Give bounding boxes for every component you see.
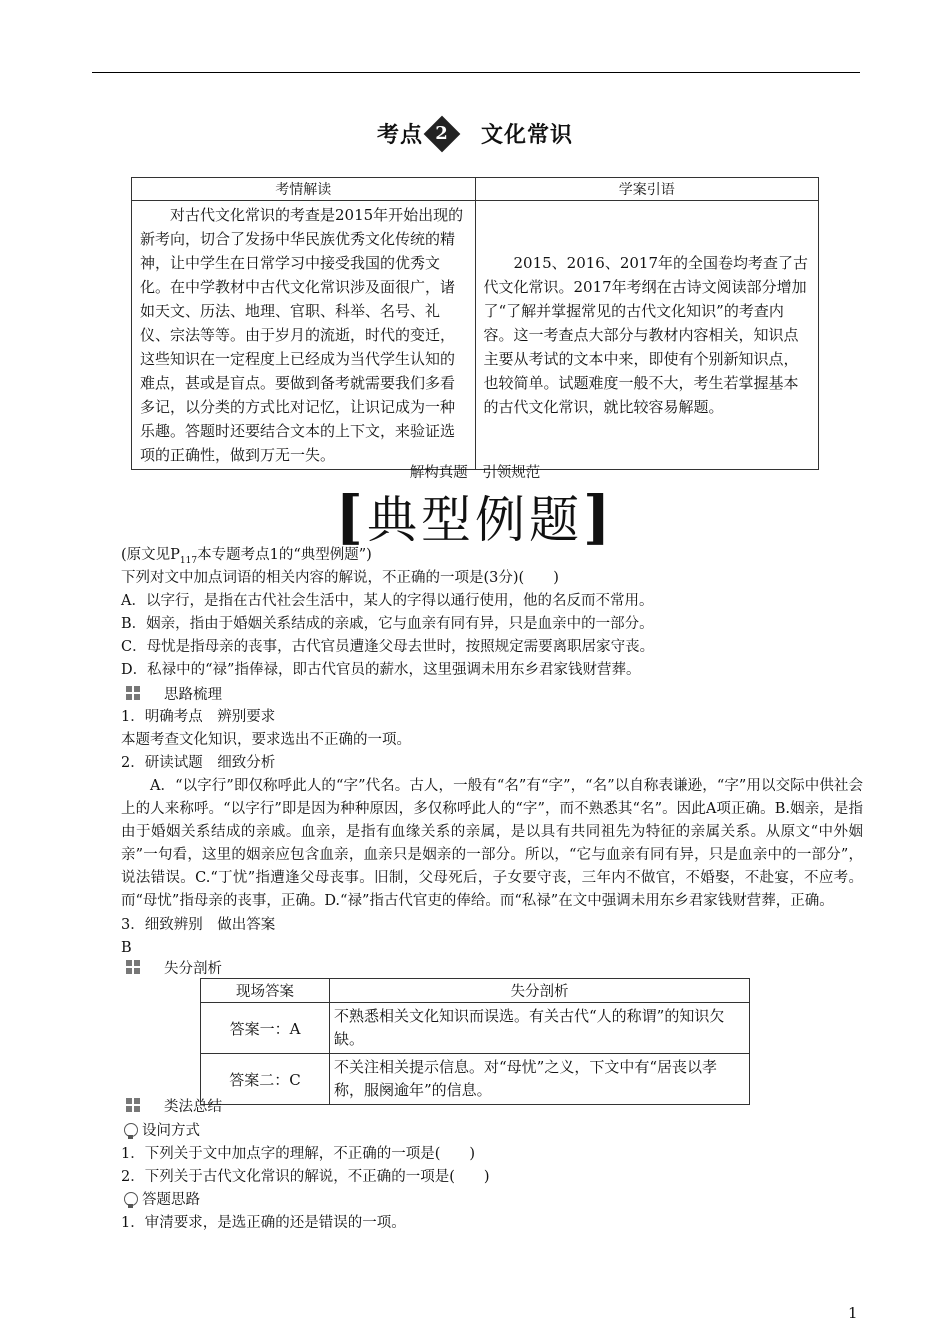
intro-table [131,177,819,470]
grid-icon [126,686,140,700]
table-row [201,1003,750,1054]
section-subtitle: 解构真题 引领规范 [409,465,541,481]
option-b: B．姻亲，指由于婚姻关系结成的亲戚，它与血亲有同有异，只是血亲中的一部分。 [121,616,654,632]
section-banner [0,480,950,552]
table-row [201,1054,750,1105]
number-badge-icon [424,116,461,153]
right-bracket-icon: ] [583,483,615,551]
loss-col2-header: 失分剖析 [330,979,750,1003]
page-number: 1 [848,1304,858,1322]
summary-q2: 2．下列关于古代文化常识的解说，不正确的一项是( ) [121,1169,490,1185]
analysis-heading: 思路梳理 [126,684,222,707]
loss-answer: 答案一：A [201,1003,330,1054]
intro-col1-header: 考情解读 [132,178,476,201]
step2-title: 2．研读试题 细致分析 [121,755,276,771]
intro-col2-text: 2015、2016、2017年的全国卷均考查了古代文化常识。2017年考纲在古诗文阅读部分增加了“了解并掌握常见的古代文化知识”的考查内容。这一考查点大部分与教材内容相关，知识点主要从考试的文本中来，即使有个别新知识点，也较简单。试题难度一般不大，考生若掌握基本的古代文化常识，就比较容易解题。 [483,254,809,416]
summary-sub1: 设问方式 [124,1120,200,1143]
banner-text: 典型例题 [367,491,583,549]
left-bracket-icon: [ [335,483,367,551]
option-c: C．母忧是指母亲的丧事，古代官员遭逢父母去世时，按照规定需要离职居家守丧。 [121,639,655,655]
loss-table [200,978,750,1105]
summary-r1: 1．审清要求，是选正确的还是错误的一项。 [121,1215,406,1231]
title-main: 文化常识 [481,122,574,148]
step3-title: 3．细致辨别 做出答案 [121,917,276,933]
lightbulb-icon [124,1192,138,1206]
loss-reason: 不熟悉相关文化知识而误选。有关古代“人的称谓”的知识欠缺。 [330,1003,750,1054]
loss-heading: 失分剖析 [126,958,222,981]
summary-sub2: 答题思路 [124,1189,200,1212]
title-prefix: 考点 [376,122,423,148]
step1-title: 1．明确考点 辨别要求 [121,709,276,725]
question-source: (原文见$P_{117}$本专题考点1的“典型例题”) [121,547,372,566]
summary-heading: 类法总结 [126,1096,222,1119]
grid-icon [126,960,140,974]
step1-text: 本题考查文化知识，要求选出不正确的一项。 [121,732,411,748]
top-rule [92,72,860,73]
section-title [0,118,950,151]
intro-col2-header: 学案引语 [475,178,819,201]
option-a: A．以字行，是指在古代社会生活中，某人的字得以通行使用，他的名反而不常用。 [121,593,654,609]
option-d: D．私禄中的“禄”指俸禄，即古代官员的薪水，这里强调未用东乡君家钱财营葬。 [121,662,641,678]
answer: B [121,940,132,956]
grid-icon [126,1098,140,1112]
question-stem: 下列对文中加点词语的相关内容的解说，不正确的一项是(3分)( ) [121,570,559,586]
loss-col1-header: 现场答案 [201,979,330,1003]
intro-col1-text: 对古代文化常识的考查是2015年开始出现的新考向，切合了发扬中华民族优秀文化传统的精神，让中学生在日常学习中接受我国的优秀文化。在中学教材中古代文化常识涉及面很广，诸如天文、历法、地理、官职、科举、名号、礼仪、宗法等等。由于岁月的流逝，时代的变迁，这些知识在一定程度上已经成为当代学生认知的难点，甚或是盲点。要做到备考就需要我们多看多记，以分类的方式比对记忆，让识记成为一种乐趣。答题时还要结合文本的上下文，来验证选项的正确性，做到万无一失。 [140,206,464,464]
loss-reason: 不关注相关提示信息。对“母忧”之义，下文中有“居丧以孝称，服阕逾年”的信息。 [330,1054,750,1105]
lightbulb-icon [124,1123,138,1137]
summary-q1: 1．下列关于文中加点字的理解，不正确的一项是( ) [121,1146,476,1162]
badge-number: 2 [435,123,449,144]
loss-answer: 答案二：C [201,1054,330,1105]
step2-text: A．“以字行”即仅称呼此人的“字”代名。古人，一般有“名”有“字”，“名”以自称表谦逊，“字”用以交际中供社会上的人来称呼。“以字行”即是因为种种原因，多仅称呼此人的“字”，而不熟悉其“名”。因此A项正确。B.姻亲，是指由于婚姻关系结成的亲戚。血亲，是指有血缘关系的亲属，是以具有共同祖先为特征的亲属关系。从原文“中外姻亲”一句看，这里的姻亲应包含血亲，血亲只是姻亲的一部分。所以，“它与血亲有同有异，只是血亲中的一部分”，说法错误。C.“丁忧”指遭逢父母丧事。旧制，父母死后，子女要守丧，三年内不做官，不婚娶，不赴宴，不应考。而“母忧”指母亲的丧事，正确。D.“禄”指古代官吏的俸给。而“私禄”在文中强调未用东乡君家钱财营葬，正确。 [121,778,863,909]
